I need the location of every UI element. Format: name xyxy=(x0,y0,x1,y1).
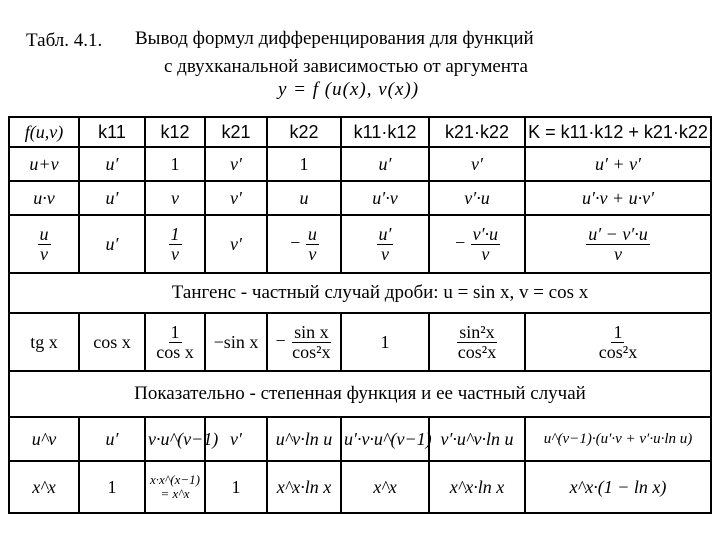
table-cell: tg x xyxy=(9,313,79,371)
numerator: u′ − v′·u xyxy=(588,223,648,244)
denominator: v xyxy=(171,243,179,264)
table-cell: u′ xyxy=(79,417,145,461)
table-cell: x^x xyxy=(9,461,79,513)
table-cell xyxy=(429,313,525,371)
header-cell: k11·k12 xyxy=(341,117,429,147)
table-cell: u′ xyxy=(79,181,145,215)
table-cell: v′ xyxy=(205,181,267,215)
numerator: 1 xyxy=(613,321,623,342)
table-cell: 1 xyxy=(145,147,205,181)
header-cell: k21·k22 xyxy=(429,117,525,147)
fraction xyxy=(290,323,332,362)
sign: − xyxy=(289,232,302,253)
denominator: cos²x xyxy=(598,341,638,362)
denominator: cos²x xyxy=(292,341,331,362)
header-cell: K = k11·k12 + k21·k22 xyxy=(525,117,711,147)
table-cell xyxy=(267,215,341,273)
table-cell xyxy=(145,215,205,273)
section-heading xyxy=(9,371,711,417)
header-cell: f(u,v) xyxy=(9,117,79,147)
caption-formula: y = f (u(x), v(x)) xyxy=(278,79,420,100)
table-cell: u^v·ln u xyxy=(267,417,341,461)
table-cell: 1 xyxy=(341,313,429,371)
numerator: 1 xyxy=(170,223,180,244)
differentiation-table xyxy=(8,116,712,514)
table-cell: cos x xyxy=(79,313,145,371)
table-cell: u′ xyxy=(341,147,429,181)
table-row xyxy=(9,181,711,215)
table-cell: x^x·ln x xyxy=(267,461,341,513)
fraction xyxy=(38,225,51,264)
table-cell xyxy=(525,215,711,273)
table-cell: u^v xyxy=(9,417,79,461)
caption-title-line1: Вывод формул дифференцирования для функций xyxy=(135,28,534,49)
table-cell: v′ xyxy=(205,215,267,273)
table-row xyxy=(9,461,711,513)
table-caption xyxy=(0,0,720,110)
section-heading xyxy=(9,273,711,313)
denominator: cos x xyxy=(156,341,194,362)
table-row xyxy=(9,147,711,181)
table-cell: u′·v·u^(v−1) xyxy=(341,417,429,461)
table-cell: 1 xyxy=(267,147,341,181)
table-row-tangent xyxy=(9,313,711,371)
fraction xyxy=(456,323,498,362)
denominator: v xyxy=(40,243,48,264)
section-band-power xyxy=(9,371,711,417)
denominator: v xyxy=(308,243,317,264)
fraction xyxy=(154,323,196,362)
table-cell: x^x·(1 − ln x) xyxy=(525,461,711,513)
numerator: v′·u xyxy=(472,223,499,244)
table-cell: v′ xyxy=(205,417,267,461)
table-cell: u′·v + u·v′ xyxy=(525,181,711,215)
numerator: sin x xyxy=(294,321,329,342)
caption-title-line2: с двухканальной зависимостью от аргумента xyxy=(164,56,528,77)
table-cell: u^(v−1)·(u′·v + v′·u·ln u) xyxy=(525,417,711,461)
table-cell: x^x xyxy=(341,461,429,513)
table-row xyxy=(9,417,711,461)
table-row-quotient xyxy=(9,215,711,273)
table-cell xyxy=(429,215,525,273)
header-cell: k11 xyxy=(79,117,145,147)
table-cell xyxy=(9,215,79,273)
numerator: u xyxy=(39,223,49,244)
fraction xyxy=(306,225,319,264)
denominator: v xyxy=(381,243,389,264)
header-row xyxy=(9,117,711,147)
table-cell: x^x·ln x xyxy=(429,461,525,513)
table-cell: x·x^(x−1) = x^x xyxy=(145,461,205,513)
table-cell: −sin x xyxy=(205,313,267,371)
fraction xyxy=(377,225,394,264)
header-cell: k12 xyxy=(145,117,205,147)
header-cell: k21 xyxy=(205,117,267,147)
table-cell: 1 xyxy=(205,461,267,513)
table-cell: u+v xyxy=(9,147,79,181)
table-cell: u′ + v′ xyxy=(525,147,711,181)
section-band-tangent xyxy=(9,273,711,313)
table-cell: u′·v xyxy=(341,181,429,215)
table-cell: v′ xyxy=(429,147,525,181)
sign: − xyxy=(275,330,286,351)
table-cell xyxy=(145,313,205,371)
table-number: Табл. 4.1. xyxy=(26,30,103,51)
denominator: v xyxy=(481,243,490,264)
table-cell: v′·u^v·ln u xyxy=(429,417,525,461)
denominator: cos²x xyxy=(457,341,497,362)
table-cell xyxy=(341,215,429,273)
sign: − xyxy=(453,232,467,253)
table-cell: u′ xyxy=(79,215,145,273)
table-cell: v′·u xyxy=(429,181,525,215)
table-cell xyxy=(267,313,341,371)
header-cell: k22 xyxy=(267,117,341,147)
numerator: u xyxy=(307,223,317,244)
numerator: sin²x xyxy=(459,321,495,342)
fraction xyxy=(597,323,639,362)
numerator: 1 xyxy=(170,321,180,342)
section-heading-text: Показательно - степенная функция и ее частный случай xyxy=(134,383,586,404)
table-cell: u·v xyxy=(9,181,79,215)
denominator: v xyxy=(613,243,622,264)
table-cell: v·u^(v−1) xyxy=(145,417,205,461)
table-cell xyxy=(525,313,711,371)
fraction xyxy=(169,225,182,264)
table-cell: v xyxy=(145,181,205,215)
section-heading-text: Тангенс - частный случай дроби: u = sin x, v = cos x xyxy=(171,282,589,303)
table-cell: u xyxy=(267,181,341,215)
table-cell: v′ xyxy=(205,147,267,181)
table-cell: 1 xyxy=(79,461,145,513)
table-cell: u′ xyxy=(79,147,145,181)
fraction xyxy=(586,225,650,264)
fraction xyxy=(471,225,500,264)
numerator: u′ xyxy=(378,223,392,244)
